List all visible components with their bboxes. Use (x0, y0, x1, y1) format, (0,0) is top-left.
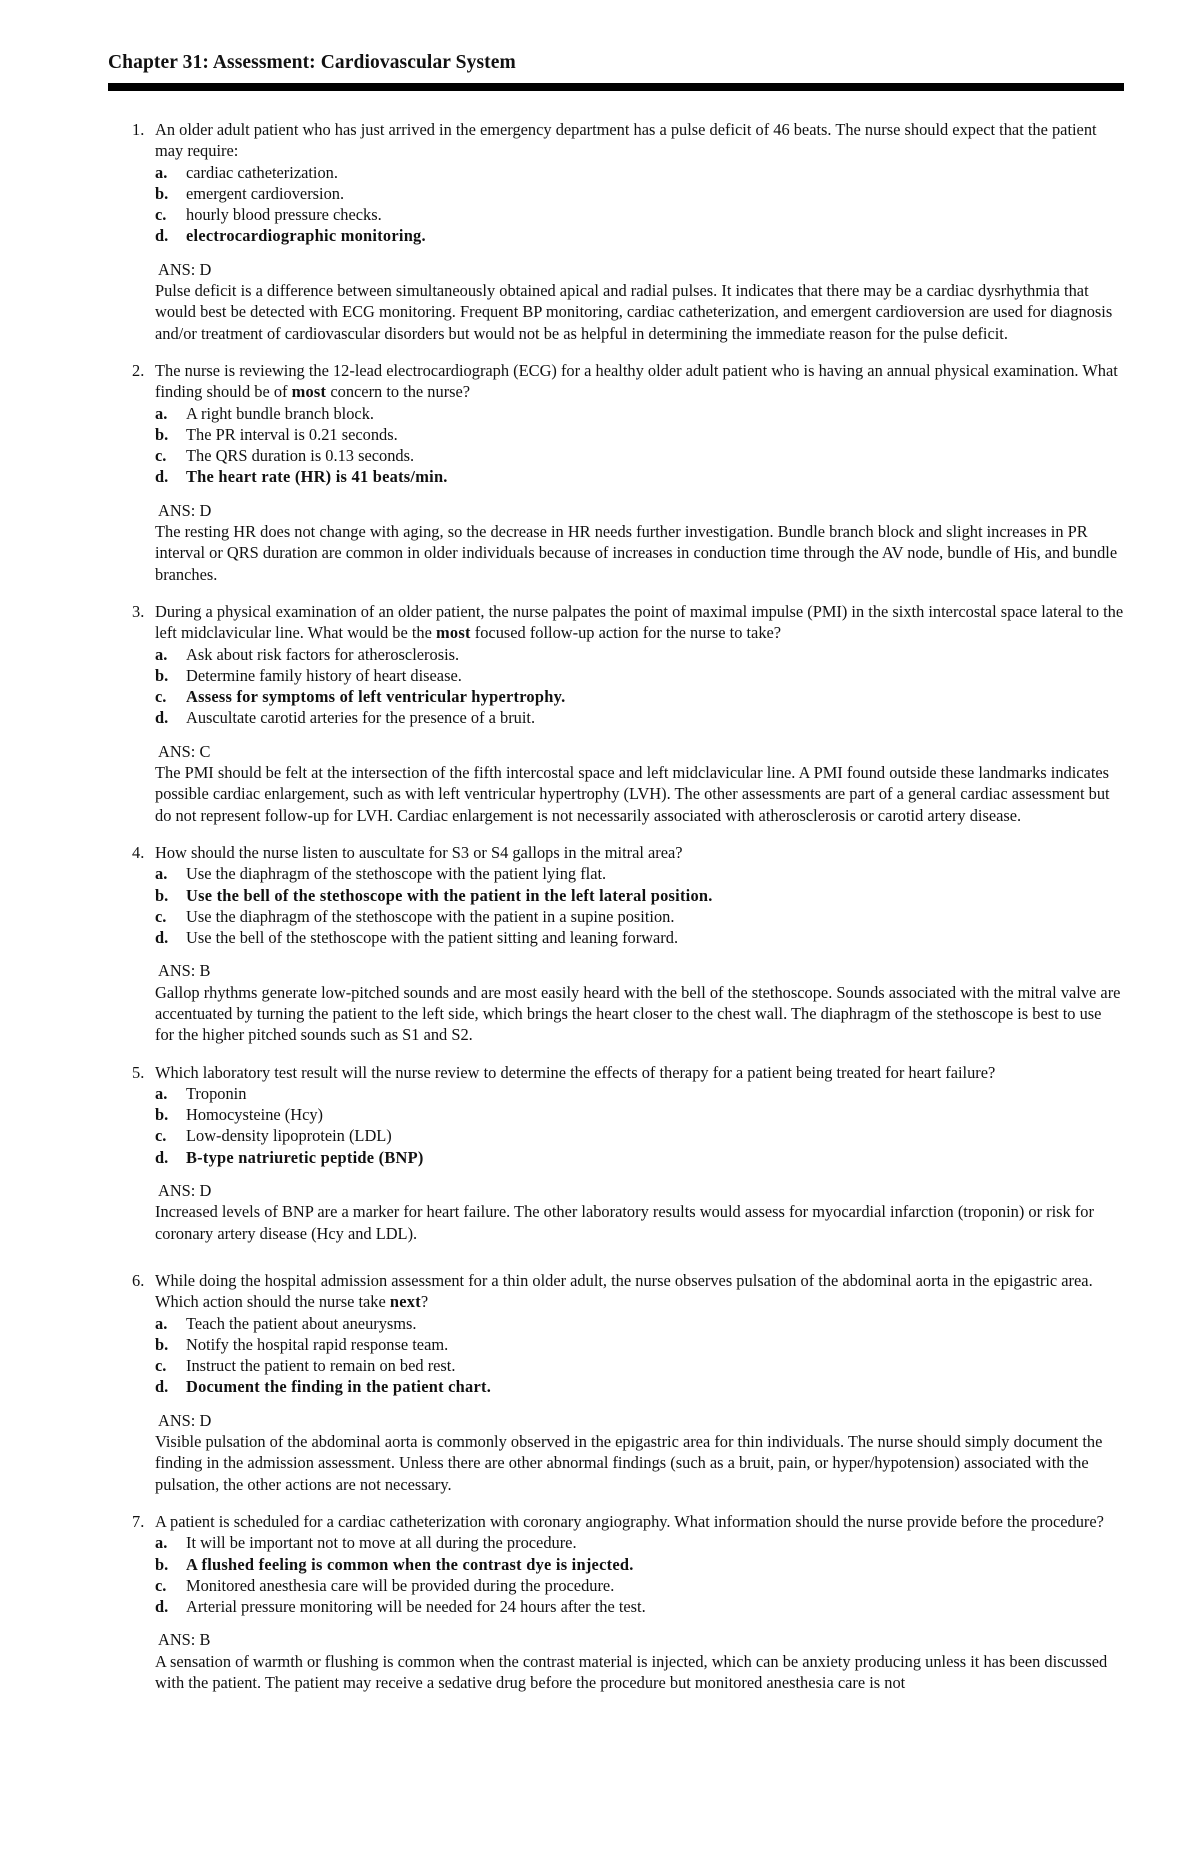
answer-option (155, 162, 1124, 183)
option-text: Troponin (186, 1083, 247, 1103)
option-letter: c. (155, 906, 167, 926)
option-text: Teach the patient about aneurysms. (186, 1313, 417, 1333)
question-number: 5. (132, 1062, 145, 1082)
option-letter: c. (155, 1126, 167, 1146)
option-text: Use the diaphragm of the stethoscope with the patient lying flat. (186, 864, 607, 884)
option-letter: a. (155, 162, 168, 182)
question-list (108, 103, 1124, 1693)
option-text: Arterial pressure monitoring will be needed for 24 hours after the test. (186, 1597, 646, 1617)
answer-option (155, 1596, 1124, 1617)
option-text: Use the bell of the stethoscope with the patient sitting and leaning forward. (186, 928, 679, 948)
option-letter: d. (155, 1597, 169, 1617)
option-text: Assess for symptoms of left ventricular hypertrophy. (186, 687, 566, 707)
option-letter: c. (155, 446, 167, 466)
answer-option (155, 644, 1124, 665)
option-text: cardiac catheterization. (186, 162, 338, 182)
answer-option (155, 1532, 1124, 1553)
answer-option (155, 204, 1124, 225)
option-letter: a. (155, 864, 168, 884)
answer-option (155, 707, 1124, 728)
answer-option (155, 1083, 1124, 1104)
option-text: It will be important not to move at all during the procedure. (186, 1533, 577, 1553)
question-block (108, 119, 1124, 344)
answer-key: ANS: B (158, 961, 211, 981)
option-letter: a. (155, 1313, 168, 1333)
option-text: A flushed feeling is common when the contrast dye is injected. (186, 1554, 634, 1574)
answer-key: ANS: D (158, 1410, 212, 1430)
emphasis-keyword: most (435, 623, 471, 643)
option-letter: a. (155, 1083, 168, 1103)
option-text: Use the bell of the stethoscope with the patient in the left lateral position. (186, 885, 713, 905)
option-text: The heart rate (HR) is 41 beats/min. (186, 467, 448, 487)
option-letter: d. (155, 928, 169, 948)
option-letter: c. (155, 1575, 167, 1595)
option-letter: b. (155, 183, 169, 203)
answer-option (155, 927, 1124, 948)
answer-option-correct (155, 1376, 1124, 1397)
rationale-text: The PMI should be felt at the intersection of the fifth intercostal space and left midclavicular line. A PMI found outside these landmarks indicates possible cardiac enlargement, such as with left ventricular hypertrophy (LVH). The other assessments are part of a general cardiac assessment but do not represent follow-up for LVH. Cardiac enlargement is not necessarily associated with atherosclerosis or carotid artery disease. (155, 763, 1110, 825)
rationale-text: Pulse deficit is a difference between simultaneously obtained apical and radial pulses. It indicates that there may be a cardiac dysrhythmia that would best be detected with ECG monitoring. Frequent BP monitoring, cardiac catheterization, and emergent cardioversion are used for diagnosis and/or treatment of cardiovascular disorders but would not be as helpful in determining the immediate reason for the pulse deficit. (155, 281, 1113, 343)
answer-option (155, 665, 1124, 686)
question-block (108, 1511, 1124, 1693)
option-text: electrocardiographic monitoring. (186, 226, 426, 246)
question-stem: Which laboratory test result will the nurse review to determine the effects of therapy for a patient being treated for heart failure? (155, 1062, 996, 1082)
option-text: Notify the hospital rapid response team. (186, 1334, 449, 1354)
question-block (108, 1270, 1124, 1495)
option-text: Determine family history of heart disease. (186, 665, 462, 685)
question-block (108, 842, 1124, 1046)
option-letter: d. (155, 708, 169, 728)
option-letter: c. (155, 205, 167, 225)
option-letter: c. (155, 687, 167, 707)
answer-option (155, 1575, 1124, 1596)
answer-option-correct (155, 466, 1124, 487)
option-letter: a. (155, 1533, 168, 1553)
option-text: The QRS duration is 0.13 seconds. (186, 446, 415, 466)
option-letter: b. (155, 424, 169, 444)
answer-option-correct (155, 885, 1124, 906)
question-stem: A patient is scheduled for a cardiac catheterization with coronary angiography. What information should the nurse provide before the procedure? (155, 1511, 1104, 1531)
rationale-text: Gallop rhythms generate low-pitched sounds and are most easily heard with the bell of the stethoscope. Sounds associated with the mitral valve are accentuated by turning the patient to the left side, which brings the heart closer to the chest wall. The diaphragm of the stethoscope is best to use for the higher pitched sounds such as S1 and S2. (155, 982, 1121, 1045)
answer-key: ANS: D (158, 1181, 212, 1201)
answer-option (155, 424, 1124, 445)
answer-key: ANS: C (158, 741, 211, 761)
question-stem: During a physical examination of an older patient, the nurse palpates the point of maximal impulse (PMI) in the sixth intercostal space lateral to the left midclavicular line. What would be the most focused follow-up action for the nurse to take? (155, 601, 1124, 643)
title-rule (108, 83, 1124, 91)
answer-option (155, 863, 1124, 884)
question-stem: The nurse is reviewing the 12-lead electrocardiograph (ECG) for a healthy older adult patient who is having an annual physical examination. What finding should be of most concern to the nurse? (155, 360, 1118, 402)
option-letter: d. (155, 226, 169, 246)
option-letter: b. (155, 1554, 169, 1574)
question-number: 1. (132, 120, 145, 139)
emphasis-keyword: most (291, 382, 327, 402)
option-letter: a. (155, 644, 168, 664)
option-letter: a. (155, 403, 168, 423)
option-text: The PR interval is 0.21 seconds. (186, 424, 398, 444)
question-number: 7. (132, 1511, 145, 1531)
option-text: Ask about risk factors for atherosclerosis. (186, 644, 460, 664)
question-number: 6. (132, 1270, 145, 1290)
answer-option (155, 445, 1124, 466)
option-text: Instruct the patient to remain on bed rest. (186, 1356, 456, 1376)
answer-option-correct (155, 686, 1124, 707)
rationale-text: A sensation of warmth or flushing is common when the contrast material is injected, which can be anxiety producing unless it has been discussed with the patient. The patient may receive a sedative drug before the procedure but monitored anesthesia care is not (155, 1651, 1108, 1692)
question-block (108, 601, 1124, 826)
option-letter: c. (155, 1356, 167, 1376)
question-number: 4. (132, 842, 145, 862)
answer-option (155, 1125, 1124, 1146)
option-letter: d. (155, 1377, 169, 1397)
option-text: Auscultate carotid arteries for the presence of a bruit. (186, 708, 536, 728)
question-number: 3. (132, 601, 145, 621)
answer-key: ANS: D (158, 500, 212, 520)
answer-option-correct (155, 1554, 1124, 1575)
rationale-text: Increased levels of BNP are a marker for heart failure. The other laboratory results would assess for myocardial infarction (troponin) or risk for coronary artery disease (Hcy and LDL). (155, 1202, 1094, 1243)
emphasis-keyword: next (389, 1292, 421, 1312)
question-stem: An older adult patient who has just arrived in the emergency department has a pulse deficit of 46 beats. The nurse should expect that the patient may require: (155, 120, 1097, 161)
option-text: B-type natriuretic peptide (BNP) (186, 1147, 424, 1167)
answer-option (155, 403, 1124, 424)
option-letter: d. (155, 1147, 169, 1167)
answer-option (155, 1104, 1124, 1125)
option-letter: b. (155, 885, 169, 905)
option-letter: b. (155, 665, 169, 685)
answer-option-correct (155, 225, 1124, 246)
answer-option (155, 1355, 1124, 1376)
answer-option (155, 906, 1124, 927)
answer-option-correct (155, 1147, 1124, 1168)
answer-option (155, 1334, 1124, 1355)
rationale-text: The resting HR does not change with aging, so the decrease in HR needs further investigation. Bundle branch block and slight increases in PR interval or QRS duration are common in older individuals because of increases in conduction time through the AV node, bundle of His, and bundle branches. (155, 522, 1118, 584)
question-block (108, 1062, 1124, 1244)
option-letter: b. (155, 1105, 169, 1125)
answer-option (155, 1313, 1124, 1334)
answer-key: ANS: B (158, 1630, 211, 1650)
option-text: Use the diaphragm of the stethoscope with the patient in a supine position. (186, 906, 675, 926)
answer-option (155, 183, 1124, 204)
option-text: A right bundle branch block. (186, 403, 374, 423)
rationale-text: Visible pulsation of the abdominal aorta is commonly observed in the epigastric area for thin individuals. The nurse should simply document the finding in the admission assessment. Unless there are other abnormal findings (such as a bruit, pain, or hyper/hypotension) associated with the pulsation, the other actions are not necessary. (155, 1432, 1103, 1494)
question-block (108, 360, 1124, 585)
option-text: Document the finding in the patient chart. (186, 1377, 492, 1397)
option-text: Low-density lipoprotein (LDL) (186, 1126, 392, 1146)
question-stem: While doing the hospital admission assessment for a thin older adult, the nurse observes pulsation of the abdominal aorta in the epigastric area. Which action should the nurse take next? (155, 1270, 1093, 1312)
question-number: 2. (132, 360, 145, 380)
question-stem: How should the nurse listen to auscultate for S3 or S4 gallops in the mitral area? (155, 842, 683, 862)
option-text: Homocysteine (Hcy) (186, 1105, 323, 1125)
option-letter: d. (155, 467, 169, 487)
option-letter: b. (155, 1334, 169, 1354)
option-text: Monitored anesthesia care will be provided during the procedure. (186, 1575, 615, 1595)
answer-key: ANS: D (158, 259, 212, 279)
option-text: hourly blood pressure checks. (186, 205, 382, 225)
chapter-title: Chapter 31: Assessment: Cardiovascular System (108, 52, 516, 73)
option-text: emergent cardioversion. (186, 183, 345, 203)
